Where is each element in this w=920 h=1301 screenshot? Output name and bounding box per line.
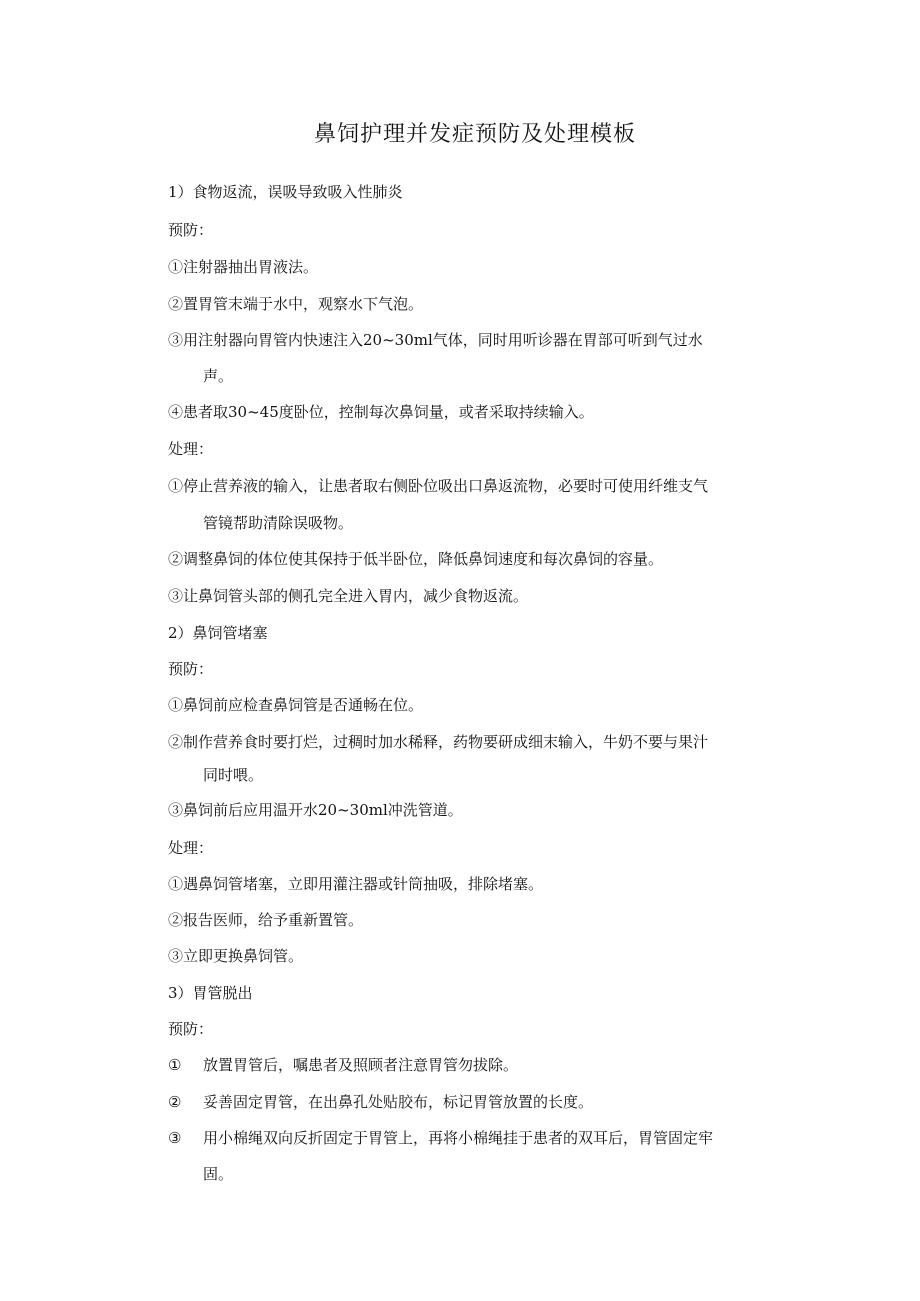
section-1-prevent-item-4: ④患者取30~45度卧位，控制每次鼻饲量，或者采取持续输入。 bbox=[168, 403, 594, 421]
section-1-treat-label: 处理： bbox=[168, 440, 214, 458]
section-1-treat-item-2: ②调整鼻饲的体位使其保持于低半卧位，降低鼻饲速度和每次鼻饲的容量。 bbox=[168, 550, 664, 568]
section-2-prevent-item-1: ①鼻饲前应检查鼻饲管是否通畅在位。 bbox=[168, 696, 424, 714]
section-3-prevent-label: 预防： bbox=[168, 1020, 214, 1038]
section-2-prevent-item-2: ②制作营养食时要打烂，过稠时加水稀释，药物要研成细末输入，牛奶不要与果汁 bbox=[168, 733, 709, 751]
item-number: ① bbox=[168, 1056, 182, 1074]
section-3-prevent-item-1 bbox=[168, 1054, 518, 1076]
section-2-treat-item-3: ③立即更换鼻饲管。 bbox=[168, 947, 304, 965]
section-2-heading: 2）鼻饲管堵塞 bbox=[168, 624, 268, 642]
section-1-treat-item-1: ①停止营养液的输入，让患者取右侧卧位吸出口鼻返流物，必要时可使用纤维支气 bbox=[168, 477, 709, 495]
section-1-prevent-label: 预防： bbox=[168, 221, 214, 239]
section-1-treat-item-1-continued: 管镜帮助清除误吸物。 bbox=[203, 514, 354, 532]
item-number: ③ bbox=[168, 1129, 182, 1147]
section-3-prevent-item-3-continued: 固。 bbox=[203, 1165, 234, 1183]
section-1-prevent-item-1: ①注射器抽出胃液法。 bbox=[168, 258, 319, 276]
item-text: 妥善固定胃管，在出鼻孔处贴胶布，标记胃管放置的长度。 bbox=[203, 1093, 594, 1111]
section-2-treat-item-2: ②报告医师，给予重新置管。 bbox=[168, 911, 364, 929]
section-3-prevent-item-2 bbox=[168, 1091, 593, 1113]
section-1-prevent-item-2: ②置胃管末端于水中，观察水下气泡。 bbox=[168, 295, 424, 313]
section-1-heading: 1）食物返流，误吸导致吸入性肺炎 bbox=[168, 183, 403, 201]
section-1-treat-item-3: ③让鼻饲管头部的侧孔完全进入胃内，减少食物返流。 bbox=[168, 587, 529, 605]
item-number: ② bbox=[168, 1093, 182, 1111]
section-2-treat-label: 处理： bbox=[168, 839, 214, 857]
section-2-prevent-item-2-continued: 同时喂。 bbox=[203, 766, 264, 784]
section-2-prevent-item-3: ③鼻饲前后应用温开水20~30ml冲洗管道。 bbox=[168, 801, 463, 819]
section-1-prevent-item-3: ③用注射器向胃管内快速注入20~30ml气体，同时用听诊器在胃部可听到气过水 bbox=[168, 331, 703, 349]
section-3-heading: 3）胃管脱出 bbox=[168, 984, 253, 1002]
section-2-treat-item-1: ①遇鼻饲管堵塞，立即用灌注器或针筒抽吸，排除堵塞。 bbox=[168, 875, 544, 893]
item-text: 放置胃管后，嘱患者及照顾者注意胃管勿拔除。 bbox=[203, 1056, 519, 1074]
section-3-prevent-item-3 bbox=[168, 1127, 713, 1149]
document-title: 鼻饲护理并发症预防及处理模板 bbox=[313, 122, 636, 147]
item-text: 用小棉绳双向反折固定于胃管上，再将小棉绳挂于患者的双耳后，胃管固定牢 bbox=[203, 1129, 714, 1147]
section-2-prevent-label: 预防： bbox=[168, 660, 214, 678]
section-1-prevent-item-3-continued: 声。 bbox=[203, 367, 234, 385]
